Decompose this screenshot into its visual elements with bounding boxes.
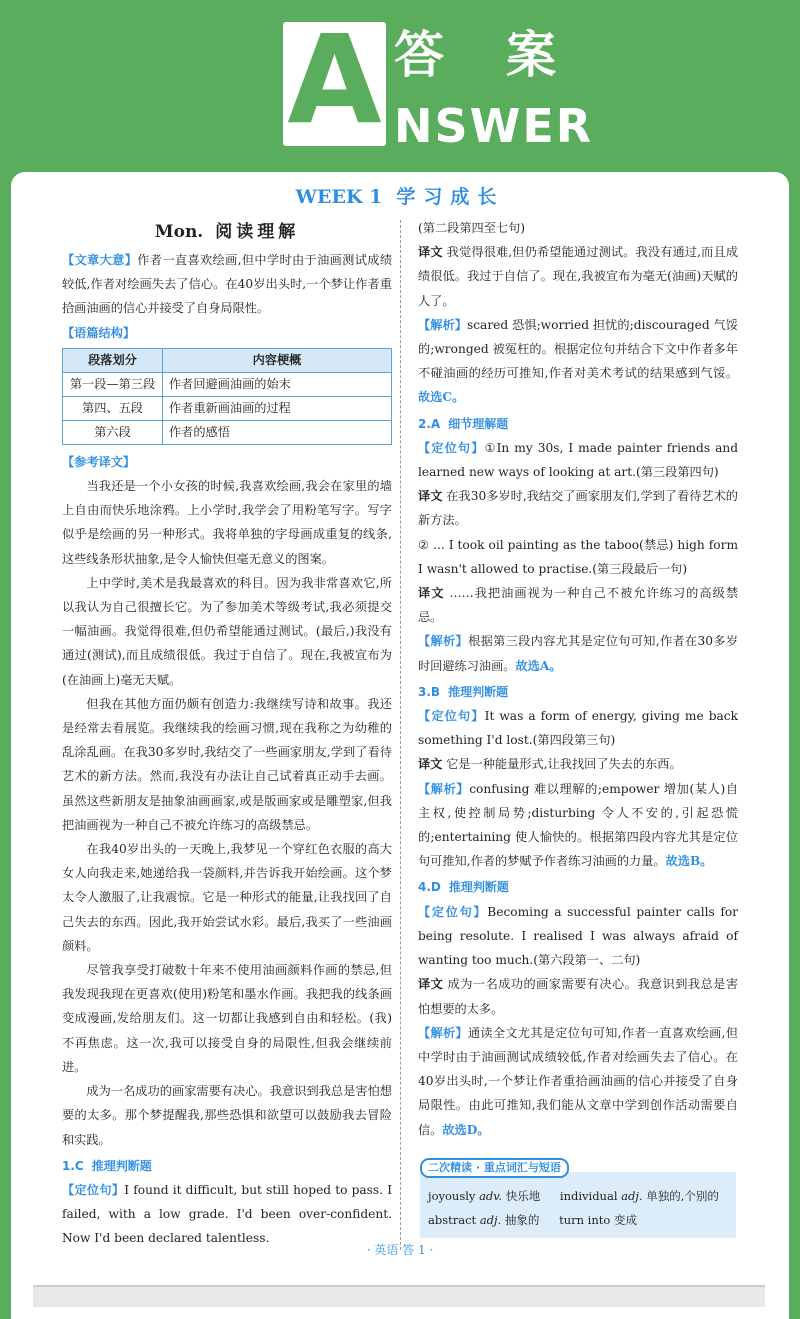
question-number: 3.B (418, 684, 441, 699)
locate-text: Becoming a successful painter calls for being resolute. I realised I was always afraid of wanting too much. (418, 904, 738, 968)
trans-text: 成为一名成功的画家需要有决心。我意识到我总是害怕想要的太多。 (418, 977, 739, 1016)
translation-paragraph: 在我40岁出头的一天晚上,我梦见一个穿红色衣服的高大女人向我走来,她递给我一袋颜料,并告诉我开始绘画。这个梦太令人激服了,让我震惊。它是一种形式的能量,让我找回了自己失去的东西。因此,我开始尝试水彩。最后,我买了一些油画颜料。 (62, 842, 392, 953)
answer-choice: 故选C。 (418, 390, 465, 405)
table-cell: 作者重新画油画的过程 (163, 396, 392, 420)
table-row (63, 396, 392, 420)
locate-text: It was a form of energy, giving me back something I'd lost. (418, 709, 738, 748)
vocab-item (428, 1213, 539, 1227)
trans-text: 我觉得很难,但仍希望能通过测试。我没有通过,而且成绩很低。我过于自信了。现在,我被宣布为毫无(油画)天赋的人了。 (418, 245, 739, 308)
analysis (418, 777, 738, 874)
locate-ref: (第四段第三句) (532, 733, 616, 748)
locate-sentence (418, 704, 738, 752)
analysis (418, 1021, 738, 1142)
table-cell: 第一段—第三段 (63, 372, 163, 396)
locate-ref: (第六段第一、二句) (533, 953, 641, 968)
trans-label: 译文 (418, 757, 443, 772)
summary-text: 作者一直喜欢绘画,但中学时由于油画测试成绩较低,作者对绘画失去了信心。在40岁出头时,一个梦让作者重拾画油画的信心并接受了自身局限性。 (62, 253, 393, 316)
big-letter-block (283, 9, 386, 151)
big-letter: A (287, 9, 382, 151)
vocab-word: joyously (428, 1189, 476, 1203)
table-header-cell: 内容梗概 (163, 348, 392, 372)
vocab-line (428, 1208, 728, 1232)
header-en-title: NSWER (394, 99, 594, 153)
table-header-row (63, 348, 392, 372)
week-label: WEEK 1 (295, 186, 383, 208)
analysis-label: 【解析】 (418, 634, 469, 649)
vocab-item (559, 1213, 637, 1227)
vocab-word: turn into (559, 1213, 611, 1227)
table-cell: 作者回避画油画的始末 (163, 372, 392, 396)
locate-text: ①In my 30s, I made painter friends and learned new ways of looking at art. (418, 440, 739, 480)
table-cell: 第六段 (63, 420, 163, 444)
translation-paragraph: 成为一名成功的画家需要有决心。我意识到我总是害怕想要的太多。那个梦提醒我,那些恐惧和欲望可以鼓励我去冒险和实践。 (62, 1084, 392, 1147)
analysis-label: 【解析】 (418, 317, 467, 332)
locate-sentence (418, 436, 738, 484)
table-cell: 作者的感悟 (163, 420, 392, 444)
vocab-pos: adj. (621, 1189, 643, 1203)
summary-label: 【文章大意】 (62, 253, 138, 267)
vocab-item (428, 1189, 540, 1203)
analysis (418, 629, 738, 677)
translation-paragraph: 上中学时,美术是我最喜欢的科目。因为我非常喜欢它,所以我认为自己很擅长它。为了参加美术等级考试,我必须提交一幅油画。我觉得很难,但仍希望能通过测试。(最后,)我没有通过(测试),而且成绩很低。我过于自信了。现在,我被宣布为(在油画上)毫无天赋。 (62, 575, 392, 687)
vocab-line (428, 1184, 728, 1208)
vocab-pos: adv. (479, 1189, 503, 1203)
vocab-tag: 二次精读 · 重点词汇与短语 (420, 1158, 569, 1178)
answer-header (0, 0, 800, 172)
vocab-item (560, 1189, 719, 1203)
translation-line (418, 752, 738, 776)
vocab-box (420, 1156, 736, 1238)
translation-line (418, 972, 738, 1020)
vocab-list (420, 1172, 736, 1238)
trans-label: 译文 (418, 245, 443, 260)
section-name: 阅读理解 (215, 222, 300, 242)
vocab-word: abstract (428, 1213, 477, 1227)
translation-line (418, 240, 738, 313)
locate-ref: (第三段第四句) (636, 465, 719, 480)
locate-sentence (418, 900, 738, 973)
structure-label: 【语篇结构】 (62, 325, 136, 340)
left-column (62, 216, 392, 1251)
week-title (0, 184, 800, 210)
translation-line (418, 484, 738, 532)
column-divider (400, 220, 401, 1250)
vocab-cn: 快乐地 (505, 1189, 541, 1203)
table-row (63, 372, 392, 396)
translation-heading (62, 450, 392, 474)
locate-text: ② ... I took oil painting as the taboo(禁忌) high form I wasn't allowed to practise. (418, 537, 738, 576)
trans-text: 在我30多岁时,我结交了画家朋友们,学到了看待艺术的新方法。 (418, 489, 738, 528)
question-type: 推理判断题 (91, 1158, 152, 1173)
locate-label: 【定位句】 (418, 709, 485, 724)
trans-label: 译文 (418, 489, 443, 504)
section-title (62, 216, 392, 248)
structure-heading (62, 321, 392, 345)
locate-sentence (418, 533, 738, 581)
analysis (418, 313, 738, 410)
right-column (418, 216, 738, 1142)
question-heading (62, 1154, 392, 1178)
question-number: 1.C (62, 1158, 84, 1173)
week-topic: 学习成长 (396, 186, 505, 208)
summary (62, 248, 392, 321)
trans-text: ……我把油画视为一种自己不被允许练习的高级禁忌。 (418, 586, 739, 625)
vocab-pos: adj. (479, 1213, 502, 1227)
answer-choice: 故选A。 (515, 658, 562, 673)
answer-choice: 故选B。 (665, 854, 713, 869)
analysis-label: 【解析】 (418, 1025, 468, 1040)
locate-sentence (62, 1178, 392, 1251)
vocab-cn: 变成 (613, 1213, 637, 1227)
vocab-word: individual (559, 1189, 618, 1203)
question-heading (418, 875, 738, 899)
table-cell: 第四、五段 (63, 396, 163, 420)
analysis-text: 通读全文尤其是定位句可知,作者一直喜欢绘画,但中学时由于油画测试成绩较低,作者对绘画失去了信心。在40岁出头时,一个梦让作者重拾画油画的信心并接受了自身局限性。由此可推知,我们能从文章中学到创作活动需要自信。 (418, 1025, 739, 1137)
locate-label: 【定位句】 (418, 904, 488, 919)
analysis-label: 【解析】 (418, 781, 470, 796)
table-row (63, 420, 392, 444)
next-page-edge (33, 1285, 765, 1307)
locate-label: 【定位句】 (62, 1182, 125, 1197)
trans-text: 它是一种能量形式,让我找回了失去的东西。 (446, 757, 682, 772)
table-header-cell: 段落划分 (63, 348, 163, 372)
vocab-cn: 单独的,个别的 (646, 1189, 719, 1203)
translation-paragraph: 当我还是一个小女孩的时候,我喜欢绘画,我会在家里的墙上自由而快乐地涂鸦。上小学时,我学会了用粉笔写字。写字似乎是绘画的另一种形式。我将单独的字母画成重复的线条,这些线条形状抽象,是令人愉快但毫无意义的图案。 (62, 479, 392, 566)
trans-label: 译文 (418, 586, 445, 601)
translation-paragraph: 但我在其他方面仍颇有创造力:我继续写诗和故事。我还是经常去看展览。我继续我的绘画习惯,现在我称之为幼稚的乱涂乱画。在我30多岁时,我结交了一些画家朋友,学到了看待艺术的新方法。然而,我没有办法让自己试着真正动手去画。虽然这些新朋友是抽象油画画家,或是版画家或是雕塑家,但我把油画视为一种自己不被允许练习的高级禁忌。 (62, 696, 392, 832)
locate-ref: (第三段最后一句) (592, 561, 688, 576)
day-label: Mon. (154, 222, 204, 242)
question-type: 推理判断题 (448, 684, 509, 699)
question-type: 细节理解题 (448, 416, 509, 431)
question-heading (418, 412, 738, 436)
analysis-text: confusing 难以理解的;empower 增加(某人)自主权,使控制局势;disturbing 令人不安的,引起恐慌的;entertaining 使人愉快的。根据第四段内容尤其是定位句可推知,作者的梦赋予作者练习油画的力量。 (418, 781, 739, 869)
question-type: 推理判断题 (448, 880, 509, 895)
vocab-cn: 抽象的 (504, 1213, 540, 1227)
locate-label: 【定位句】 (418, 440, 485, 455)
translation-label: 【参考译文】 (62, 454, 136, 469)
analysis-text: scared 恐惧;worried 担忧的;discouraged 气馁的;wronged 被冤枉的。根据定位句并结合下文中作者多年不碰油画的经历可推知,作者对美术考试的结果感到气馁。 (418, 317, 738, 381)
answer-choice: 故选D。 (442, 1122, 490, 1137)
analysis-text: 根据第三段内容尤其是定位句可知,作者在30多岁时回避练习油画。 (418, 634, 739, 673)
question-number: 4.D (418, 880, 441, 895)
question-heading (418, 680, 738, 704)
locate-ref: (第二段第四至七句) (418, 221, 526, 235)
locate-text: I found it difficult, but still hoped to pass. I failed, with a low grade. I'd been over-confident. Now I'd been declared talentless. (62, 1182, 393, 1246)
translation-paragraph: 尽管我享受打破数十年来不使用油画颜料作画的禁忌,但我发现我现在更喜欢(使用)粉笔和墨水作画。我把我的线条画变成漫画,发给朋友们。这一切都让我感到自由和轻松。(我)不再焦虑。这一次,我可以接受自身的局限性,但我会继续前进。 (62, 963, 392, 1074)
structure-table (62, 348, 392, 445)
trans-label: 译文 (418, 977, 444, 992)
header-cn-title: 答案 (394, 26, 618, 84)
page-number: · 英语 答 1 · (366, 1243, 434, 1257)
question-number: 2.A (418, 416, 441, 431)
translation-line (418, 581, 738, 629)
